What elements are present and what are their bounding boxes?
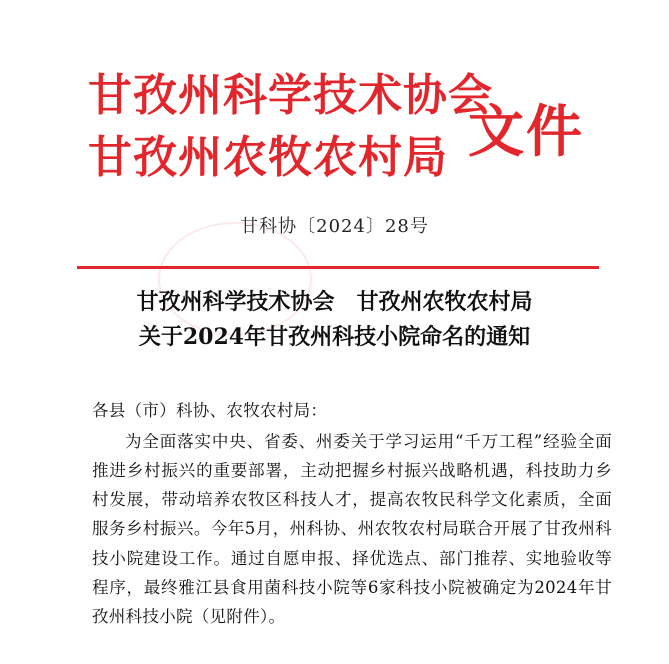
issuer-name-1: 甘孜州科学技术协会 <box>88 70 493 121</box>
red-divider-line <box>77 266 599 269</box>
notice-title-line-2: 关于2024年甘孜州科技小院命名的通知 <box>138 324 531 350</box>
notice-title-line-1: 甘孜州科学技术协会 甘孜州农牧农村局 <box>136 289 533 315</box>
issuer-name-2: 甘孜州农牧农村局 <box>88 132 448 183</box>
document-type-label: 文件 <box>468 99 584 165</box>
notice-body <box>92 396 612 631</box>
salutation: 各县（市）科协、农牧农村局： <box>92 401 328 420</box>
body-paragraph: 为全面落实中央、省委、州委关于学习运用“千万工程”经验全面推进乡村振兴的重要部署，主动把握乡村振兴战略机遇，科技助力乡村发展，带动培养农牧区科技人才，提高农牧民科学文化素质，全面服务乡村振兴。今年5月，州科协、州农牧农村局联合开展了甘孜州科技小院建设工作。通过自愿申报、择优选点、部门推荐、实地验收等程序，最终雅江县食用菌科技小院等6家科技小院被确定为2024年甘孜州科技小院（见附件）。 <box>92 431 612 626</box>
document-number: 甘科协〔2024〕28号 <box>240 216 429 237</box>
faint-seal-stamp <box>158 222 312 336</box>
